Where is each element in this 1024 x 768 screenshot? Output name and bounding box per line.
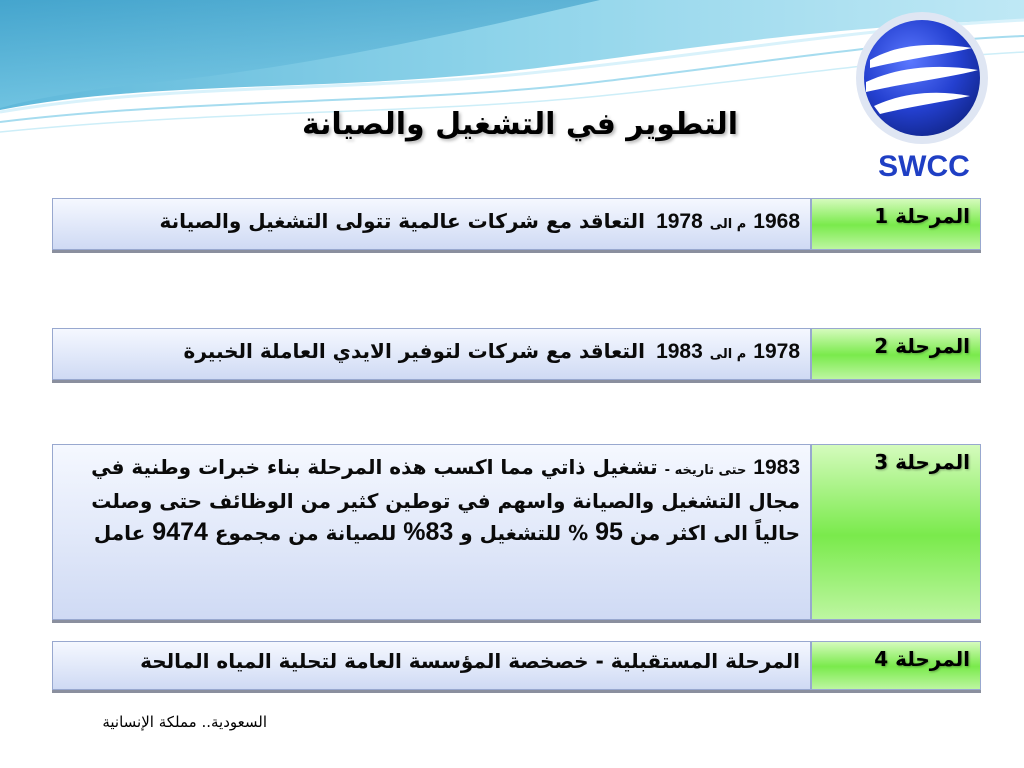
phase-date-range: 1968 م الى 1978 [656,210,800,233]
phase-label: المرحلة 2 [811,328,981,380]
phase-row-3 [52,444,981,620]
phase-description [52,328,811,380]
phase-date-range: 1978 م الى 1983 [656,340,800,363]
phase-text: التعاقد مع شركات عالمية تتولى التشغيل والصيانة [159,209,645,233]
footer-slogan: السعودية.. مملكة الإنسانية [102,713,267,731]
phase-row-4 [52,641,981,690]
phase-date-label: حتى تاريخه - [664,463,747,478]
phase-label: المرحلة 1 [811,198,981,250]
phase-description: 1983 حتى تاريخه - تشغيل ذاتي مما اكسب هذه المرحلة بناء خبرات وطنية في مجال التشغيل والصيانة واسهم في توطين كثير من الوظائف حتى وصلت حالياً الى اكثر من 95 % للتشغيل و 83% للصيانة من مجموع 9474 عامل [52,444,811,620]
phase-date-start: 1983 [753,456,800,479]
page-title: التطوير في التشغيل والصيانة [301,107,739,142]
phase-text: المرحلة المستقبلية - خصخصة المؤسسة العامة لتحلية المياه المالحة [140,649,800,673]
phase-text: التعاقد مع شركات لتوفير الايدي العاملة الخبيرة [183,339,645,363]
logo-text: SWCC [878,150,970,183]
phase-label: المرحلة 4 [811,641,981,690]
maintenance-percent: 83% [403,518,454,546]
phase-label: المرحلة 3 [811,444,981,620]
phase-description [52,198,811,250]
workers-count: 9474 [152,518,208,546]
operation-percent: 95 [595,518,623,546]
swcc-logo [852,8,992,148]
phase-row-2 [52,328,981,380]
phase-row-1 [52,198,981,250]
phase-description [52,641,811,690]
phase-text: تشغيل ذاتي مما اكسب هذه المرحلة بناء خبرات وطنية في مجال التشغيل والصيانة واسهم في توطين كثير من الوظائف حتى وصلت حالياً الى اكثر من [91,455,800,545]
